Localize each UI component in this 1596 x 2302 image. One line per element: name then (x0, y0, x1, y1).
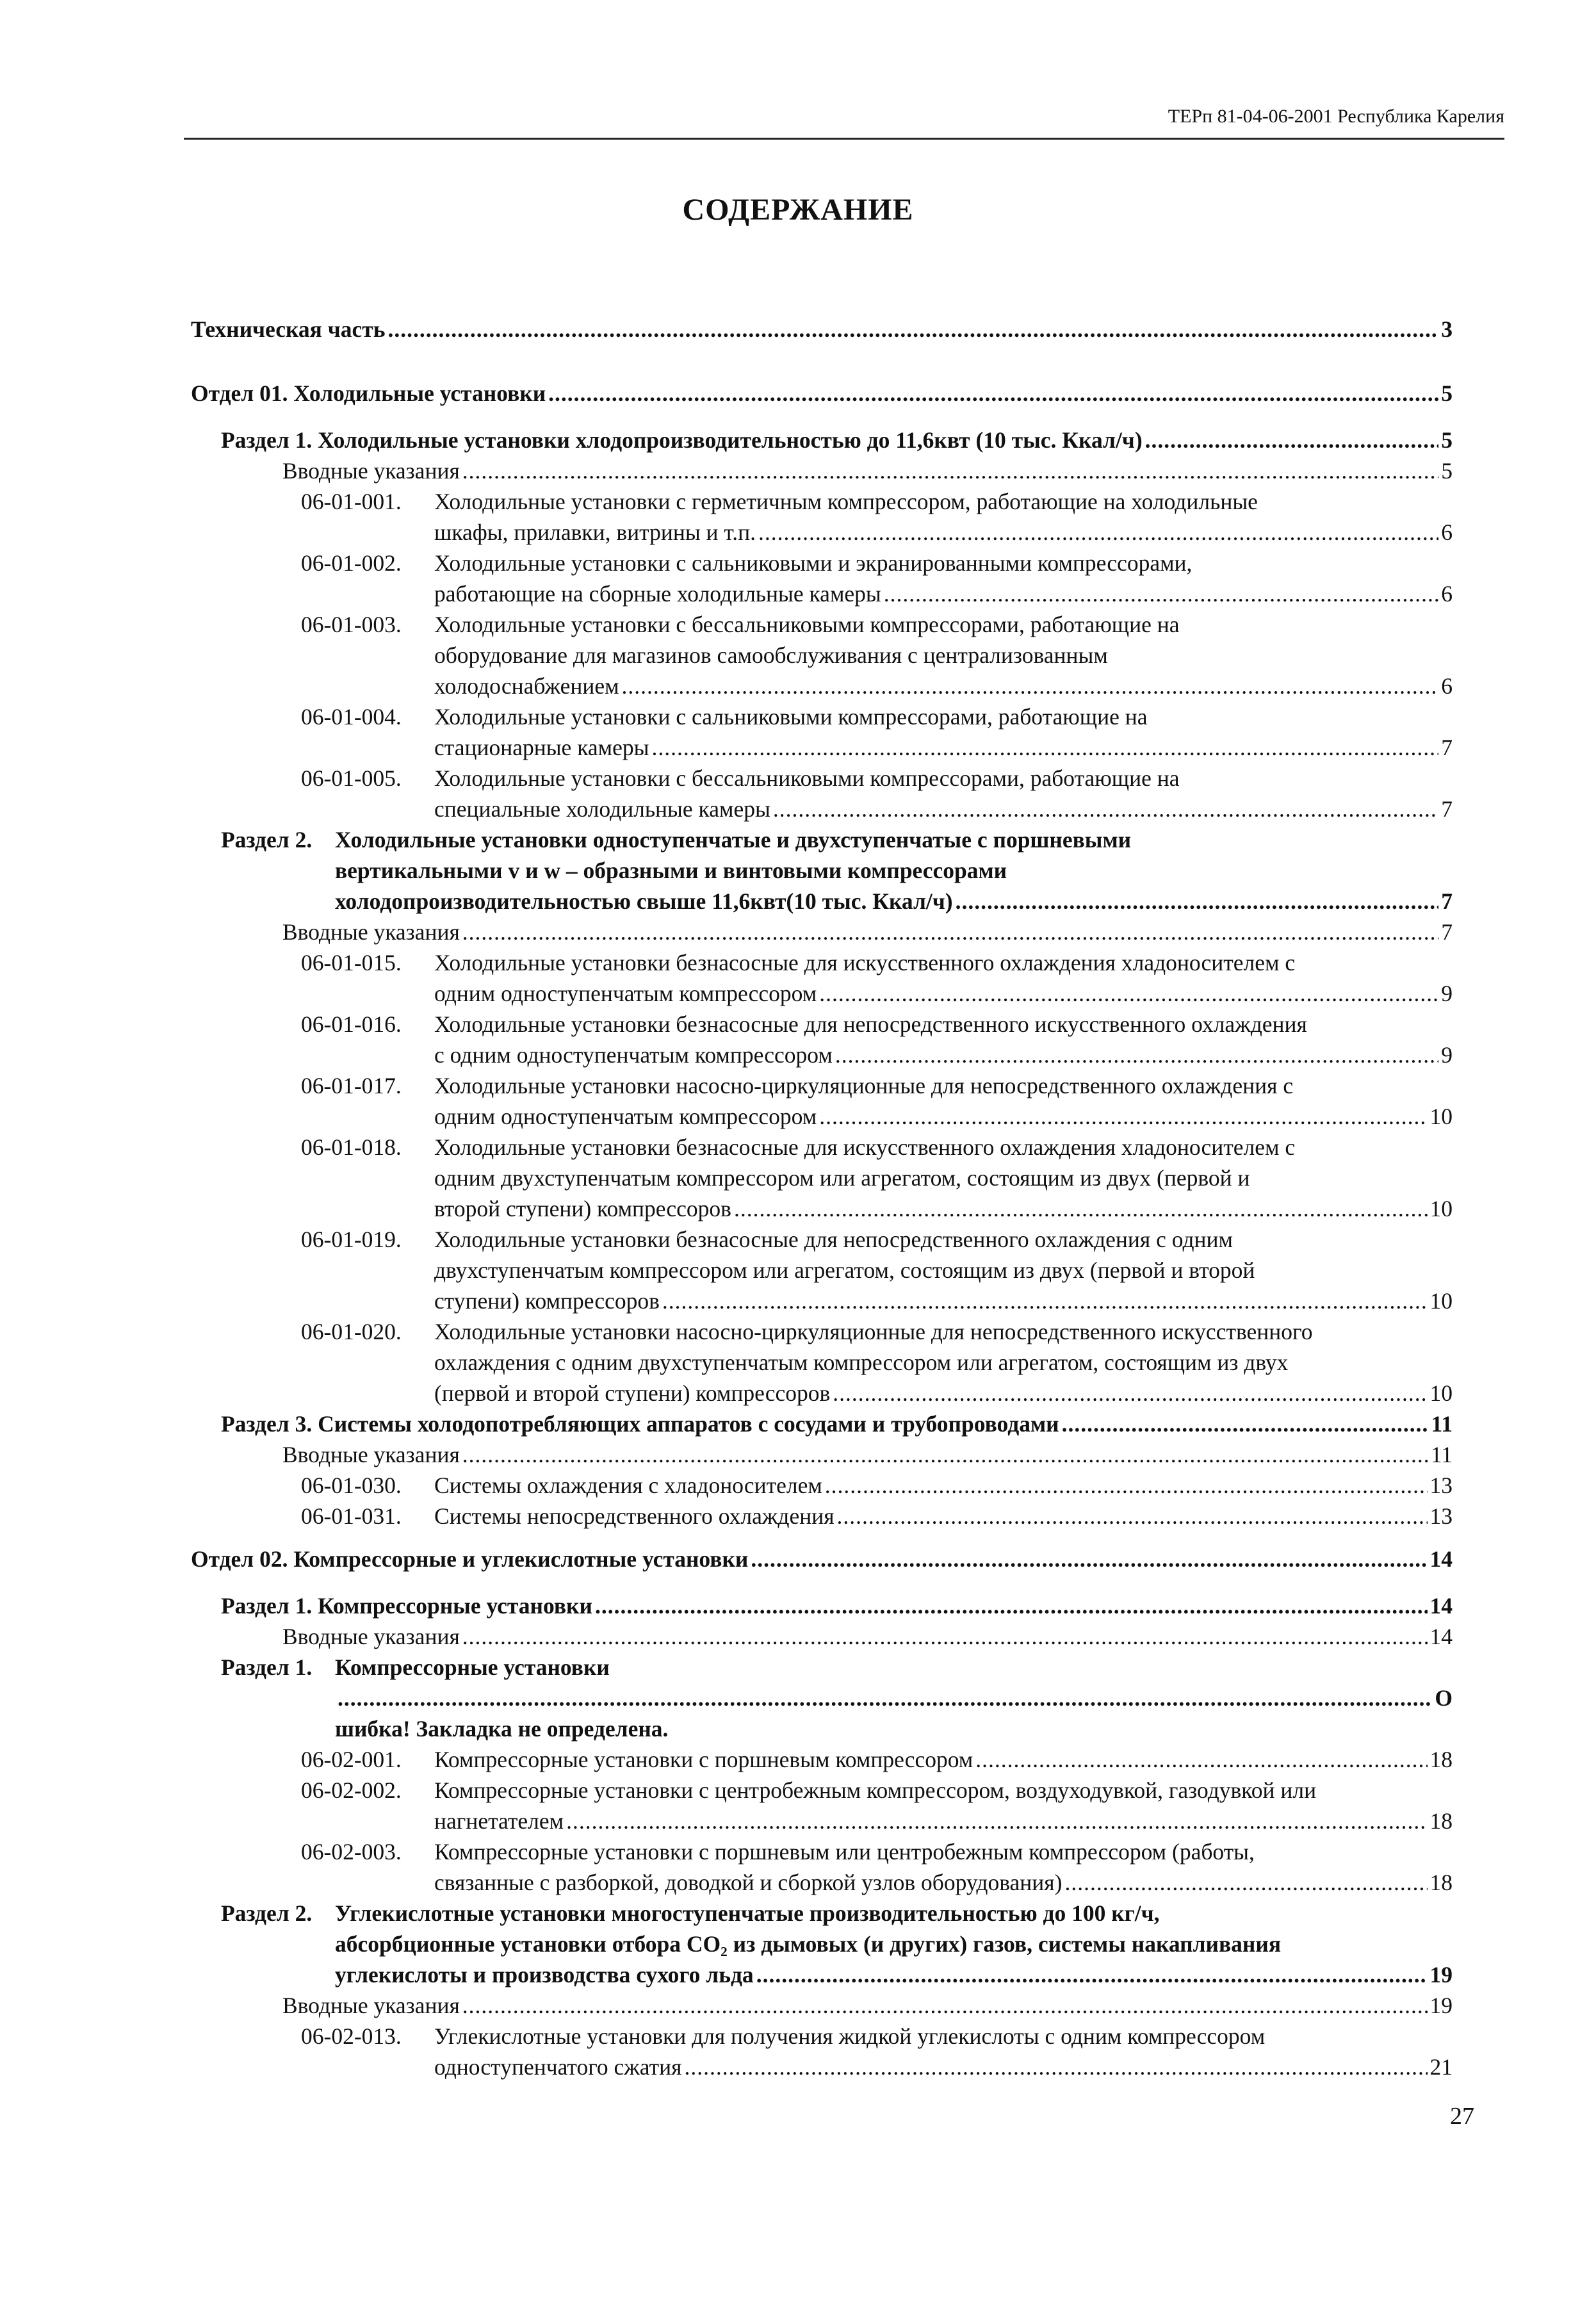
dot-leader (773, 794, 1438, 824)
toc-entry-code: 06-01-020. (301, 1319, 402, 1344)
toc-entry[interactable] (282, 1990, 1453, 2021)
dot-leader (462, 455, 1438, 486)
dot-leader (758, 517, 1438, 548)
toc-entry-code: 06-02-003. (301, 1839, 402, 1865)
dot-leader (956, 886, 1439, 917)
dot-leader (566, 1806, 1427, 1836)
toc-page-number: 10 (1429, 1288, 1453, 1314)
toc-entry-title: Вводные указания (282, 458, 460, 484)
toc-entry-title: Холодильные установки насосно-циркуляционные для непосредственного охлаждения с (434, 1073, 1294, 1098)
toc-page-number: 14 (1429, 1593, 1453, 1619)
toc-entry-code: 06-01-004. (301, 704, 402, 730)
toc-entry-title: углекислоты и производства сухого льда (335, 1962, 754, 1988)
toc-entry-title: холодопроизводительностью свыше 11,6квт(10 тыс. Ккал/ч) (335, 888, 953, 914)
toc-page-number: 7 (1441, 919, 1453, 945)
toc-entry-code: 06-02-001. (301, 1747, 402, 1772)
toc-page-number: 10 (1429, 1196, 1453, 1221)
toc-page-number: 6 (1441, 673, 1453, 699)
toc-entry-title: Углекислотные установки многоступенчатые производительностью до 100 кг/ч, (335, 1900, 1160, 1926)
dot-leader (595, 1590, 1428, 1621)
dot-leader (662, 1286, 1428, 1316)
toc-entry-error-text: шибка! Закладка не определена. (335, 1716, 669, 1742)
toc-entry-title: второй ступени) компрессоров (434, 1196, 731, 1221)
toc-entry[interactable] (301, 1070, 1453, 1132)
toc-entry-title: стационарные камеры (434, 735, 649, 760)
toc-entry-title: охлаждения с одним двухступенчатым компрессором или агрегатом, состоящим из двух (434, 1350, 1289, 1375)
toc-entry[interactable] (191, 314, 1453, 345)
toc-entry-code: 06-01-017. (301, 1073, 402, 1098)
toc-entry-code: Раздел 2. (221, 1900, 313, 1926)
toc-entry-title: вертикальными v и w – образными и винтовыми компрессорами (335, 858, 1007, 883)
toc-entry[interactable] (301, 1744, 1453, 1775)
toc-entry[interactable] (301, 1836, 1453, 1898)
toc-entry-title: Вводные указания (282, 1993, 460, 2018)
toc-entry[interactable] (301, 1132, 1453, 1224)
dot-leader (751, 1544, 1427, 1574)
toc-entry-title: Раздел 3. Системы холодопотребляющих аппаратов с сосудами и трубопроводами (221, 1411, 1059, 1437)
toc-entry[interactable] (301, 763, 1453, 824)
dot-leader (462, 1990, 1428, 2021)
toc-entry-code: 06-02-013. (301, 2023, 402, 2049)
dot-leader (835, 1040, 1438, 1070)
toc-entry[interactable] (221, 425, 1453, 455)
toc-page-number: 10 (1429, 1104, 1453, 1129)
dot-leader (622, 671, 1439, 701)
toc-page-number: 7 (1441, 888, 1453, 914)
dot-leader (825, 1470, 1428, 1501)
toc-entry-title: Компрессорные установки с центробежным компрессором, воздуходувкой, газодувкой или (434, 1777, 1317, 1803)
toc-entry-title: Холодильные установки безнасосные для искусственного охлаждения хладоносителем с (434, 1134, 1296, 1160)
toc-entry-title: Компрессорные установки с поршневым или центробежным компрессором (работы, (434, 1839, 1255, 1865)
toc-entry-title: Холодильные установки насосно-циркуляционные для непосредственного искусственного (434, 1319, 1313, 1344)
toc-entry-title: Углекислотные установки для получения жидкой углекислоты с одним компрессором (434, 2023, 1266, 2049)
toc-entry[interactable] (221, 1652, 1453, 1744)
toc-page-number: 11 (1430, 1442, 1453, 1467)
toc-page-number: 3 (1441, 316, 1453, 342)
toc-entry-title: холодоснабжением (434, 673, 619, 699)
toc-page-number: 19 (1429, 1993, 1453, 2018)
toc-entry[interactable] (301, 1009, 1453, 1070)
toc-entry-title: Вводные указания (282, 919, 460, 945)
toc-entry-title: с одним одноступенчатым компрессором (434, 1042, 833, 1068)
toc-page-number: 7 (1441, 796, 1453, 822)
toc-entry-title: Техническая часть (191, 316, 386, 342)
toc-page-number: 13 (1429, 1473, 1453, 1498)
toc-page-number: 5 (1441, 427, 1453, 453)
toc-entry[interactable] (301, 1775, 1453, 1836)
toc-page-number: 21 (1429, 2054, 1453, 2080)
toc-entry-title: Холодильные установки с герметичным компрессором, работающие на холодильные (434, 489, 1258, 514)
toc-entry[interactable] (301, 1224, 1453, 1316)
dot-leader (1062, 1408, 1429, 1439)
toc-page-number: 14 (1429, 1624, 1453, 1649)
toc-entry-title: Раздел 1. Компрессорные установки (221, 1593, 592, 1619)
toc-page-number: 14 (1429, 1546, 1453, 1572)
toc-entry-code: 06-01-016. (301, 1011, 402, 1037)
toc-entry-code: 06-01-015. (301, 950, 402, 975)
toc-page-number: 9 (1441, 1042, 1453, 1068)
dot-leader (1145, 425, 1439, 455)
toc-page-number: 13 (1429, 1503, 1453, 1529)
dot-leader (462, 1621, 1428, 1652)
toc-entry-title: Вводные указания (282, 1442, 460, 1467)
toc-page-number: 18 (1429, 1870, 1453, 1895)
toc-entry-code: 06-01-031. (301, 1503, 402, 1529)
toc-entry-code: Раздел 1. (221, 1654, 313, 1680)
dot-leader (884, 578, 1438, 609)
toc-entry-title: Холодильные установки с сальниковыми компрессорами, работающие на (434, 704, 1148, 730)
toc-entry[interactable] (221, 1590, 1453, 1621)
toc-entry[interactable] (221, 1408, 1453, 1439)
dot-leader (462, 1439, 1428, 1470)
header-text: ТЕРп 81-04-06-2001 Республика Карелия (1168, 106, 1504, 127)
dot-leader (819, 978, 1438, 1009)
toc-entry-title: Раздел 1. Холодильные установки хлодопроизводительностью до 11,6квт (10 тыс. Ккал/ч) (221, 427, 1143, 453)
toc-entry-code: 06-01-018. (301, 1134, 402, 1160)
dot-leader (684, 2052, 1427, 2082)
toc-page-number: 6 (1441, 581, 1453, 607)
toc-entry-title: (первой и второй ступени) компрессоров (434, 1380, 831, 1406)
dot-leader (338, 1683, 1432, 1713)
toc-entry-title: Холодильные установки одноступенчатые и двухступенчатые с поршневыми (335, 827, 1132, 853)
toc-entry-title: Отдел 02. Компрессорные и углекислотные установки (191, 1546, 749, 1572)
dot-leader (819, 1101, 1427, 1132)
toc-entry-title: Холодильные установки безнасосные для непосредственного искусственного охлаждения (434, 1011, 1307, 1037)
toc-page-number: 6 (1441, 519, 1453, 545)
dot-leader (734, 1193, 1428, 1224)
toc-entry-title: одноступенчатого сжатия (434, 2054, 682, 2080)
toc-entry[interactable] (301, 609, 1453, 701)
toc-entry-title: Системы охлаждения с хладоносителем (434, 1473, 822, 1498)
toc-entry-title: Компрессорные установки (335, 1654, 610, 1680)
toc-entry[interactable] (301, 486, 1453, 548)
toc-entry[interactable] (301, 1470, 1453, 1501)
toc-entry-title: Холодильные установки с бессальниковыми компрессорами, работающие на (434, 765, 1180, 791)
dot-leader (548, 378, 1438, 409)
toc-entry[interactable] (221, 824, 1453, 917)
toc-entry-code: 06-01-001. (301, 489, 402, 514)
toc-entry-title: Холодильные установки безнасосные для непосредственного охлаждения с одним (434, 1227, 1233, 1252)
toc-entry-code: 06-01-002. (301, 550, 402, 576)
toc-entry-title: Холодильные установки с бессальниковыми компрессорами, работающие на (434, 612, 1180, 637)
toc-entry[interactable] (191, 378, 1453, 409)
toc-page-number: 5 (1441, 458, 1453, 484)
dot-leader (837, 1501, 1428, 1531)
toc-entry[interactable] (301, 1501, 1453, 1531)
toc-entry-title: одним двухступенчатым компрессором или агрегатом, состоящим из двух (первой и (434, 1165, 1250, 1191)
toc-entry-title: оборудование для магазинов самообслуживания с централизованным (434, 642, 1108, 668)
toc-entry-title: связанные с разборкой, доводкой и сборкой узлов оборудования) (434, 1870, 1063, 1895)
toc-entry-title: шкафы, прилавки, витрины и т.п. (434, 519, 756, 545)
dot-leader (1064, 1867, 1427, 1898)
dot-leader (756, 1959, 1428, 1990)
toc-entry[interactable] (301, 947, 1453, 1009)
toc-page-number: 7 (1441, 735, 1453, 760)
toc-entry-code: 06-02-002. (301, 1777, 402, 1803)
toc-entry-title: Компрессорные установки с поршневым компрессором (434, 1747, 973, 1772)
toc-entry[interactable] (301, 1316, 1453, 1408)
toc-entry-title: нагнетателем (434, 1808, 564, 1834)
page-number: 27 (1450, 2103, 1474, 2130)
dot-leader (975, 1744, 1427, 1775)
toc-entry[interactable] (191, 1544, 1453, 1574)
toc-entry[interactable] (301, 2021, 1453, 2082)
toc-entry[interactable] (301, 548, 1453, 609)
page-title: СОДЕРЖАНИЕ (682, 193, 914, 227)
toc-entry[interactable] (282, 1439, 1453, 1470)
toc-entry-title: специальные холодильные камеры (434, 796, 770, 822)
toc-entry[interactable] (282, 917, 1453, 947)
toc-entry-title: Холодильные установки с сальниковыми и экранированными компрессорами, (434, 550, 1193, 576)
toc-entry-code: 06-01-030. (301, 1473, 402, 1498)
toc-entry-code: 06-01-019. (301, 1227, 402, 1252)
toc-entry-title: двухступенчатым компрессором или агрегатом, состоящим из двух (первой и второй (434, 1257, 1255, 1283)
toc-entry[interactable] (301, 701, 1453, 763)
toc-entry-code: 06-01-003. (301, 612, 402, 637)
toc-entry-title: абсорбционные установки отбора CO₂ из дымовых (и других) газов, системы накапливания (335, 1931, 1282, 1957)
toc-page-number: 18 (1429, 1808, 1453, 1834)
toc-page-number: 5 (1441, 380, 1453, 406)
dot-leader (462, 917, 1438, 947)
toc-entry-code: Раздел 2. (221, 827, 313, 853)
toc-entry-title: одним одноступенчатым компрессором (434, 981, 817, 1006)
toc-page-number: 18 (1429, 1747, 1453, 1772)
toc-page-number: 9 (1441, 981, 1453, 1006)
toc-page-number: 10 (1429, 1380, 1453, 1406)
toc-entry[interactable] (282, 1621, 1453, 1652)
toc-entry-title: Вводные указания (282, 1624, 460, 1649)
toc-entry[interactable] (221, 1898, 1453, 1990)
toc-page-number: 19 (1429, 1962, 1453, 1988)
page-header (184, 106, 1504, 140)
dot-leader (833, 1378, 1427, 1408)
toc-entry-title: Отдел 01. Холодильные установки (191, 380, 546, 406)
toc-entry[interactable] (282, 455, 1453, 486)
dot-leader (387, 314, 1438, 345)
toc-entry-title: одним одноступенчатым компрессором (434, 1104, 817, 1129)
toc-page-number: 11 (1431, 1411, 1453, 1437)
dot-leader (651, 732, 1438, 763)
toc-entry-title: Системы непосредственного охлаждения (434, 1503, 835, 1529)
toc-entry-title: ступени) компрессоров (434, 1288, 660, 1314)
toc-page-number: О (1435, 1685, 1453, 1711)
toc-entry-title: работающие на сборные холодильные камеры (434, 581, 881, 607)
toc-entry-title: Холодильные установки безнасосные для искусственного охлаждения хладоносителем с (434, 950, 1296, 975)
toc-entry-code: 06-01-005. (301, 765, 402, 791)
